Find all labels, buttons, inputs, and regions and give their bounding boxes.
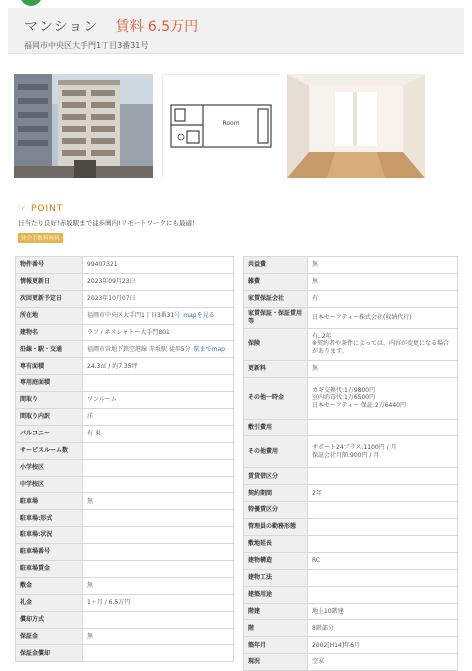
- spec-value-text: サポート24プラス:1100円 / 月 保証会社月額:900円 / 月: [312, 444, 397, 459]
- property-spec-table-left: [15, 256, 234, 662]
- spec-row: [244, 586, 458, 603]
- spec-value: [83, 527, 234, 544]
- spec-row: [244, 536, 458, 553]
- point-heading: [18, 204, 63, 214]
- building-exterior-photo[interactable]: [14, 74, 153, 178]
- spec-value: [83, 409, 234, 426]
- spec-value: [83, 257, 234, 274]
- spec-value: [83, 392, 234, 409]
- spec-row: [16, 527, 234, 544]
- spec-value: [83, 561, 234, 578]
- spec-row: [16, 273, 234, 290]
- spec-row: [16, 611, 234, 628]
- spec-value-text: 無: [312, 278, 319, 286]
- spec-value-text: 無: [312, 261, 319, 269]
- spec-value-text: 空家: [312, 658, 325, 666]
- floorplan-room-label: Room: [222, 120, 240, 127]
- spec-value-text: 有 東: [87, 430, 101, 438]
- spec-row: [244, 328, 458, 360]
- spec-row: [16, 594, 234, 611]
- spec-value: [83, 375, 234, 392]
- spec-value: [83, 273, 234, 290]
- spec-label: 駐車場番号: [16, 544, 83, 561]
- spec-value-text: カギ交換代:1万9800円 室内消毒代:1万6500円 日本セーフティー 保証:2万6440円: [312, 386, 406, 409]
- spec-value-text: 無: [87, 582, 94, 590]
- spec-label: 家賃保証・保証賃用等: [244, 307, 308, 328]
- spec-value: [83, 577, 234, 594]
- spec-label: 次回更新予定日: [16, 290, 83, 307]
- spec-row: [16, 544, 234, 561]
- spec-value: [308, 519, 458, 536]
- spec-value: [308, 377, 458, 419]
- spec-label: その他費用: [244, 436, 308, 468]
- spec-value: [308, 328, 458, 360]
- spec-label: 物件番号: [16, 257, 83, 274]
- spec-row: [16, 425, 234, 442]
- spec-value-text: ラフィネスシャトー大手門801: [87, 328, 170, 336]
- spec-label: 築年月: [244, 637, 308, 654]
- point-heading-label: POINT: [30, 204, 64, 214]
- spec-row: [244, 603, 458, 620]
- spec-label: 階: [244, 620, 308, 637]
- spec-value: [308, 569, 458, 586]
- spec-value-text: 24.3㎡ / 約7.35坪: [87, 362, 138, 370]
- spec-value: [83, 324, 234, 341]
- spec-value-text: 地上10階建: [312, 607, 344, 615]
- spec-value-text: ワンルーム: [87, 396, 117, 404]
- spec-label: 保証金償却: [16, 645, 83, 662]
- spec-label: 敷地延長: [244, 536, 308, 553]
- spec-label: 保証金: [16, 628, 83, 645]
- spec-row: [16, 645, 234, 662]
- spec-row: [244, 620, 458, 637]
- spec-row: [244, 485, 458, 502]
- spec-value-text: 2002[H14]年6月: [312, 641, 360, 649]
- spec-label: サービスルーム数: [16, 442, 83, 459]
- spec-label: 建物構造: [244, 552, 308, 569]
- spec-value-text: 福岡市中央区大手門1丁目3番31号: [87, 311, 181, 319]
- site-logo[interactable]: [20, 0, 42, 6]
- spec-row: [16, 577, 234, 594]
- feature-badge: 仲介手数料無料: [18, 233, 63, 243]
- spec-label: 小学校区: [16, 459, 83, 476]
- spec-row: [244, 654, 458, 671]
- spec-value: [83, 459, 234, 476]
- spec-value-text: 無: [87, 632, 94, 640]
- spec-label: バルコニー: [16, 425, 83, 442]
- spec-value-text: RC: [312, 557, 321, 565]
- spec-value: [308, 257, 458, 274]
- spec-value-text: 99407321: [87, 261, 118, 269]
- spec-label: 駐車場:状況: [16, 527, 83, 544]
- spec-row: [16, 442, 234, 459]
- spec-label: 専用庭面積: [16, 375, 83, 392]
- spec-label: 駐車場賃金: [16, 561, 83, 578]
- spec-label: 情報更新日: [16, 273, 83, 290]
- spec-label: 駐車場:形式: [16, 510, 83, 527]
- thumbs-up-icon: ☞: [18, 204, 28, 214]
- spec-label: 敷金: [16, 577, 83, 594]
- spec-row: [244, 502, 458, 519]
- spec-label: 家賃保証会社: [244, 290, 308, 307]
- spec-row: [16, 358, 234, 375]
- spec-value: [83, 358, 234, 375]
- spec-label: 沿線・駅・交通: [16, 341, 83, 358]
- point-description: 日当たり良好!赤坂駅まで徒歩圏内!リモートワークにも最適!: [18, 219, 195, 227]
- spec-value: [308, 603, 458, 620]
- spec-label: 礼金: [16, 594, 83, 611]
- spec-value: [308, 586, 458, 603]
- rent-price: 賃料 6.5万円: [115, 19, 199, 35]
- spec-row: [16, 257, 234, 274]
- spec-label: 階建: [244, 603, 308, 620]
- spec-label: 駐車場: [16, 493, 83, 510]
- spec-row: [244, 360, 458, 377]
- spec-value: [83, 510, 234, 527]
- spec-value: [308, 654, 458, 671]
- spec-value: [83, 442, 234, 459]
- spec-label: 間取り内訳: [16, 409, 83, 426]
- spec-label: 共益費: [244, 257, 308, 274]
- spec-label: 建物工法: [244, 569, 308, 586]
- spec-value-text: 有, 2年 ※契約者や条件によっては、内容が変更になる場合があります。: [312, 332, 450, 355]
- spec-value: [308, 536, 458, 553]
- spec-label: 所在地: [16, 307, 83, 324]
- room-interior-photo[interactable]: [287, 74, 425, 178]
- spec-value-text: 無: [312, 364, 319, 372]
- spec-value-text: 福岡市営地下鉄空港線 赤坂駅 徒歩5分: [87, 345, 191, 353]
- spec-row: [16, 392, 234, 409]
- spec-value: [308, 307, 458, 328]
- spec-row: [16, 375, 234, 392]
- spec-value: [308, 290, 458, 307]
- spec-label: 更新料: [244, 360, 308, 377]
- site-header: [0, 0, 472, 8]
- spec-label: 雑費: [244, 273, 308, 290]
- spec-value: [308, 419, 458, 436]
- spec-row: [16, 628, 234, 645]
- spec-label: 償却方式: [16, 611, 83, 628]
- spec-row: [244, 637, 458, 654]
- spec-value: [83, 341, 234, 358]
- property-title-block: [8, 8, 464, 54]
- spec-label: 特優賃区分: [244, 502, 308, 519]
- spec-value: [308, 468, 458, 485]
- spec-row: [16, 290, 234, 307]
- spec-value: [308, 436, 458, 468]
- spec-row: [244, 436, 458, 468]
- spec-value-text: 洋: [87, 413, 94, 421]
- spec-value-text: 日本セーフティー株式会社(収納代行): [312, 313, 412, 321]
- spec-row: [244, 273, 458, 290]
- spec-label: 専有面積: [16, 358, 83, 375]
- spec-row: [16, 324, 234, 341]
- spec-value: [83, 493, 234, 510]
- spec-row: [16, 561, 234, 578]
- spec-label: 管理員の勤務形態: [244, 519, 308, 536]
- spec-row: [16, 493, 234, 510]
- spec-label: 建築用途: [244, 586, 308, 603]
- spec-row: [16, 459, 234, 476]
- floorplan-image[interactable]: [162, 74, 280, 178]
- spec-value-text: 2023年10月07日: [87, 294, 136, 302]
- spec-value: [83, 290, 234, 307]
- spec-label: 敷引費用: [244, 419, 308, 436]
- spec-value: [83, 645, 234, 662]
- spec-value: [83, 544, 234, 561]
- spec-value: [308, 273, 458, 290]
- property-type: マンション: [24, 19, 99, 35]
- spec-value-text: 2年: [312, 489, 322, 497]
- spec-row: [244, 419, 458, 436]
- property-spec-table-right: [243, 256, 458, 671]
- property-address: 福岡市中央区大手門1丁目3番31号: [24, 41, 149, 50]
- spec-value: [308, 502, 458, 519]
- spec-row: [244, 552, 458, 569]
- spec-value: [308, 620, 458, 637]
- spec-value-text: 無: [87, 497, 94, 505]
- spec-row: [16, 409, 234, 426]
- spec-label: 現況: [244, 654, 308, 671]
- spec-label: 間取り: [16, 392, 83, 409]
- map-link[interactable]: 駅までmap: [193, 345, 225, 353]
- spec-value: [83, 425, 234, 442]
- spec-row: [16, 510, 234, 527]
- spec-label: 保険: [244, 328, 308, 360]
- spec-row: [16, 307, 234, 324]
- spec-row: [244, 519, 458, 536]
- spec-row: [244, 468, 458, 485]
- spec-label: その他一時金: [244, 377, 308, 419]
- spec-value-text: 2023年09月23日: [87, 278, 136, 286]
- spec-row: [244, 307, 458, 328]
- spec-value: [83, 594, 234, 611]
- spec-value: [308, 360, 458, 377]
- spec-row: [244, 290, 458, 307]
- spec-row: [16, 341, 234, 358]
- spec-row: [244, 569, 458, 586]
- spec-value: [308, 552, 458, 569]
- spec-row: [244, 377, 458, 419]
- spec-row: [244, 257, 458, 274]
- spec-value-text: 8階部分: [312, 624, 334, 632]
- spec-label: 中学校区: [16, 476, 83, 493]
- spec-label: 建物名: [16, 324, 83, 341]
- spec-value: [308, 485, 458, 502]
- spec-value: [308, 637, 458, 654]
- spec-value-text: 有: [312, 294, 319, 302]
- spec-value: [83, 628, 234, 645]
- spec-label: 賃貸借区分: [244, 468, 308, 485]
- spec-value: [83, 307, 234, 324]
- spec-label: 契約期間: [244, 485, 308, 502]
- spec-value: [83, 611, 234, 628]
- map-link[interactable]: mapを見る: [183, 311, 215, 319]
- spec-value-text: 1ヶ月 / 6.5万円: [87, 599, 131, 606]
- spec-row: [16, 476, 234, 493]
- spec-value: [83, 476, 234, 493]
